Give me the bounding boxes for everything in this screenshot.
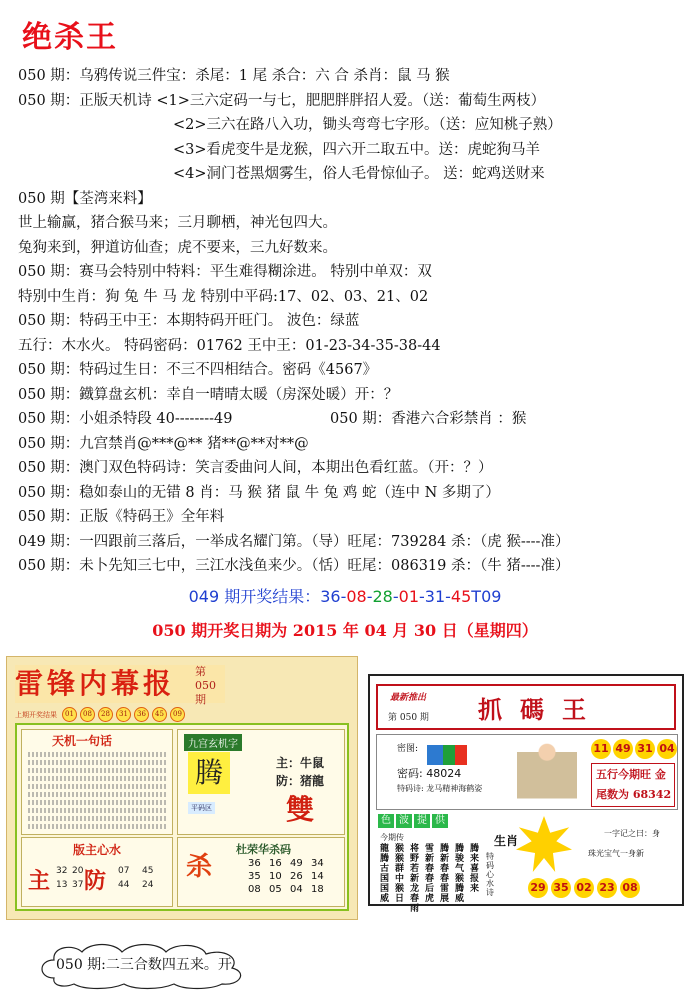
banzhu-fang: 防 [84,868,107,894]
lottery-ball: 45 [152,707,167,722]
durong-number: 08 [248,884,261,895]
mitu-label: 密图: [397,744,419,754]
draw-date-line: 050 期开奖日期为 2015 年 04 月 30 日（星期四） [152,621,538,640]
forecast-lines [18,64,678,579]
durong-number: 26 [290,871,303,882]
lottery-ball: 23 [597,878,617,898]
durong-number: 04 [290,884,303,895]
figure-illustration-icon [517,739,577,805]
durong-title: 杜荣华杀码 [236,843,291,856]
durong-box [177,837,345,907]
result-label: 049 期开奖结果： [188,587,321,606]
lottery-ball: 11 [591,739,611,759]
result-numbers [320,587,501,606]
durong-number: 10 [269,871,282,882]
forecast-line: 特别中生肖：狗 兔 牛 马 龙 特别中平码:17、02、03、21、02 [18,288,429,305]
banzhu-num: 37 [72,880,84,890]
zhuguang-text: 珠光宝气一身新 [588,849,644,858]
zhuama-balls-bottom [528,878,640,898]
durong-number: 14 [311,871,324,882]
zhuama-mid [376,734,678,810]
jiugong-tag: 九宫玄机字 [184,734,242,751]
poem-column: 腾来喜报来 [470,844,480,894]
forecast-line: 050 期：特码王中王：本期特码开旺门。 波色：绿蓝 [18,313,360,329]
mitu-logo-icon [427,745,467,765]
zhuama-low [376,812,676,914]
sebo-tag: 提 [414,814,430,828]
result-number: 09 [481,587,502,606]
result-number: T [471,587,482,606]
yizi-text: 一字记之曰：身 [604,829,660,838]
forecast-line: 050 期【荃湾来料】 [18,190,152,207]
banzhu-num: 44 [118,880,130,890]
sebo-tag: 供 [432,814,448,828]
sebo-tags [378,814,448,828]
durong-grid [248,858,332,895]
lottery-ball: 28 [98,707,113,722]
banzhu-num: 07 [118,866,130,876]
forecast-line: 050 期：正版天机诗 <1>三六定码一与七，肥肥胖胖招人爱。（送：葡萄生两枝） [18,92,546,109]
result-number: 31 [424,587,446,606]
tianji-box [21,729,173,835]
lottery-ball: 09 [170,707,185,722]
result-number: - [366,587,373,606]
result-number: - [340,587,347,606]
zhuama-poster[interactable] [368,674,684,914]
poem-column: 龍腾古国国威 [380,844,390,904]
sebo-tag: 色 [378,814,394,828]
wuxing-line: 五行今期旺 金 [596,768,666,781]
result-number: 08 [346,587,367,606]
lottery-ball: 01 [62,707,77,722]
page-title: 绝杀王 [22,20,118,55]
shengxiao-sub: 特码心水诗 [486,852,494,897]
banzhu-num: 24 [142,880,154,890]
poem-columns [380,844,480,914]
leifeng-poster-balls [15,707,185,722]
previous-result-line [0,584,690,607]
lottery-ball: 04 [657,739,677,759]
result-number: 36 [320,587,341,606]
leifeng-poster[interactable] [6,656,358,920]
jinqi-label: 今期传 [380,833,404,842]
tianji-title: 天机一句话 [52,734,113,748]
durong-number: 35 [248,871,261,882]
forecast-line: 050 期：特码过生日：不三不四相结合。密码《4567》 [18,362,378,378]
result-number: - [419,587,425,606]
jiugong-zhu: 主：牛鼠 [276,756,325,770]
durong-number: 34 [311,858,324,869]
wuxing-box [591,763,675,807]
forecast-line: <3>看虎变牛是龙猴，四六开二取五中。送：虎蛇狗马羊 [173,141,541,158]
zhuama-title: 抓碼王 [478,695,604,724]
forecast-line: <4>洞门苍黑烟雾生，俗人毛骨惊仙子。 送：蛇鸡送财来 [173,166,545,182]
forecast-line: 世上输赢，猪合猴马来；三月聊栖，神光包四大。 [18,215,337,231]
leifeng-poster-header: 雷锋内幕报 [15,665,225,703]
forecast-line: 050 期：未卜先知三七中，三江水浅鱼来少。（恬）旺尾：086319 杀：（牛 猪----准） [18,558,570,574]
forecast-line: 050 期：小姐杀特段 40--------49 050 期：香港六合彩禁肖 ：猴 [18,411,527,427]
lottery-ball: 35 [551,878,571,898]
cloud-bubble [34,940,254,990]
temashi-text: 特码诗: 龙马精神海鹤姿 [397,784,483,793]
lottery-ball: 36 [134,707,149,722]
balls-label: 上期开奖结果 [15,710,57,719]
jiugong-char: 腾 [188,752,230,794]
shengxiao-label: 生肖 [494,834,519,848]
poem-column: 腾新春春雷展 [440,844,450,904]
poem-column: 雪新春春后虎 [425,844,435,904]
durong-number: 49 [290,858,303,869]
banzhu-zhu: 主 [28,868,51,894]
poem-column: 猴猴群中猴日 [395,844,405,904]
lottery-ball: 31 [116,707,131,722]
leifeng-poster-issue: 第 050 期 [195,665,216,706]
forecast-line: 050 期：乌鸦传说三件宝：杀尾：1 尾 杀合：六 合 杀肖：鼠 马 猴 [18,68,450,84]
banzhu-title: 版主心水 [72,843,121,857]
jiugong-shuang: 雙 [286,793,315,826]
jiugong-box [177,729,345,835]
tianji-rows [28,752,166,832]
durong-number: 16 [269,858,282,869]
banzhu-num: 32 [56,866,68,876]
durong-sha: 杀 [186,852,213,882]
jiugong-fang: 防：猪龍 [276,774,325,788]
result-number: 28 [372,587,393,606]
durong-number: 18 [311,884,324,895]
forecast-line: 050 期：澳门双色特码诗：笑言委曲问人间，本期出色看红蓝。（开：？） [18,460,493,476]
forecast-line: <2>三六在路八入功，锄头弯弯七字形。（送：应知桃子熟） [173,117,562,133]
forecast-line: 兔狗来到，狎道访仙查；虎不要来，三九好数来。 [18,239,337,256]
weishu-line: 尾数为 68342 [596,788,672,801]
bubble-text: 050 期:二三合数四五来。开 [56,957,232,973]
poem-column: 将野若新龙春雨 [410,844,420,914]
zhuama-issue: 第 050 期 [388,713,429,723]
lottery-ball: 29 [528,878,548,898]
durong-number: 05 [269,884,282,895]
lottery-ball: 49 [613,739,633,759]
zhuama-header [376,684,676,730]
poem-column: 腾骏气猴腾威 [455,844,465,904]
forecast-line: 五行：木水火。 特码密码：01762 王中王：01-23-34-35-38-44 [18,337,441,354]
forecast-line: 050 期：正版《特码王》全年料 [18,509,225,525]
result-number: 01 [398,587,419,606]
forecast-line: 050 期：稳如泰山的无错 8 肖：马 猴 猪 鼠 牛 兔 鸡 蛇（连中 N 多期了） [18,484,500,501]
banzhu-box [21,837,173,907]
forecast-line: 049 期：一四跟前三落后，一举成名耀门第。（导）旺尾：739284 杀：（虎 猴----准） [18,533,570,550]
lottery-ball: 31 [635,739,655,759]
lottery-ball: 02 [574,878,594,898]
zhuama-slogan: 最新推出 [390,693,427,703]
jiugong-ping: 平码区 [188,802,215,814]
forecast-line: 050 期：鐡算盘玄机：幸自一晴晴太暖（房深处暖）开：？ [18,386,399,403]
forecast-line: 050 期：九宫禁肖@***@** 猪**@**对**@ [18,435,309,452]
lottery-ball: 08 [80,707,95,722]
mima-text: 密码: 48024 [397,767,462,780]
result-number: - [392,587,399,606]
star-burst-icon [516,816,572,872]
lottery-ball: 08 [620,878,640,898]
leifeng-poster-frame [15,723,349,911]
result-number: - [445,587,451,606]
result-number: 45 [450,587,472,606]
banzhu-num: 13 [56,880,68,890]
durong-number: 36 [248,858,261,869]
banzhu-num: 45 [142,866,154,876]
sebo-tag: 波 [396,814,412,828]
banzhu-num: 20 [72,866,84,876]
forecast-line: 050 期：赛马会特别中特料：平生难得糊涂进。 特别中单双：双 [18,264,432,280]
zhuama-balls-top [591,739,677,759]
